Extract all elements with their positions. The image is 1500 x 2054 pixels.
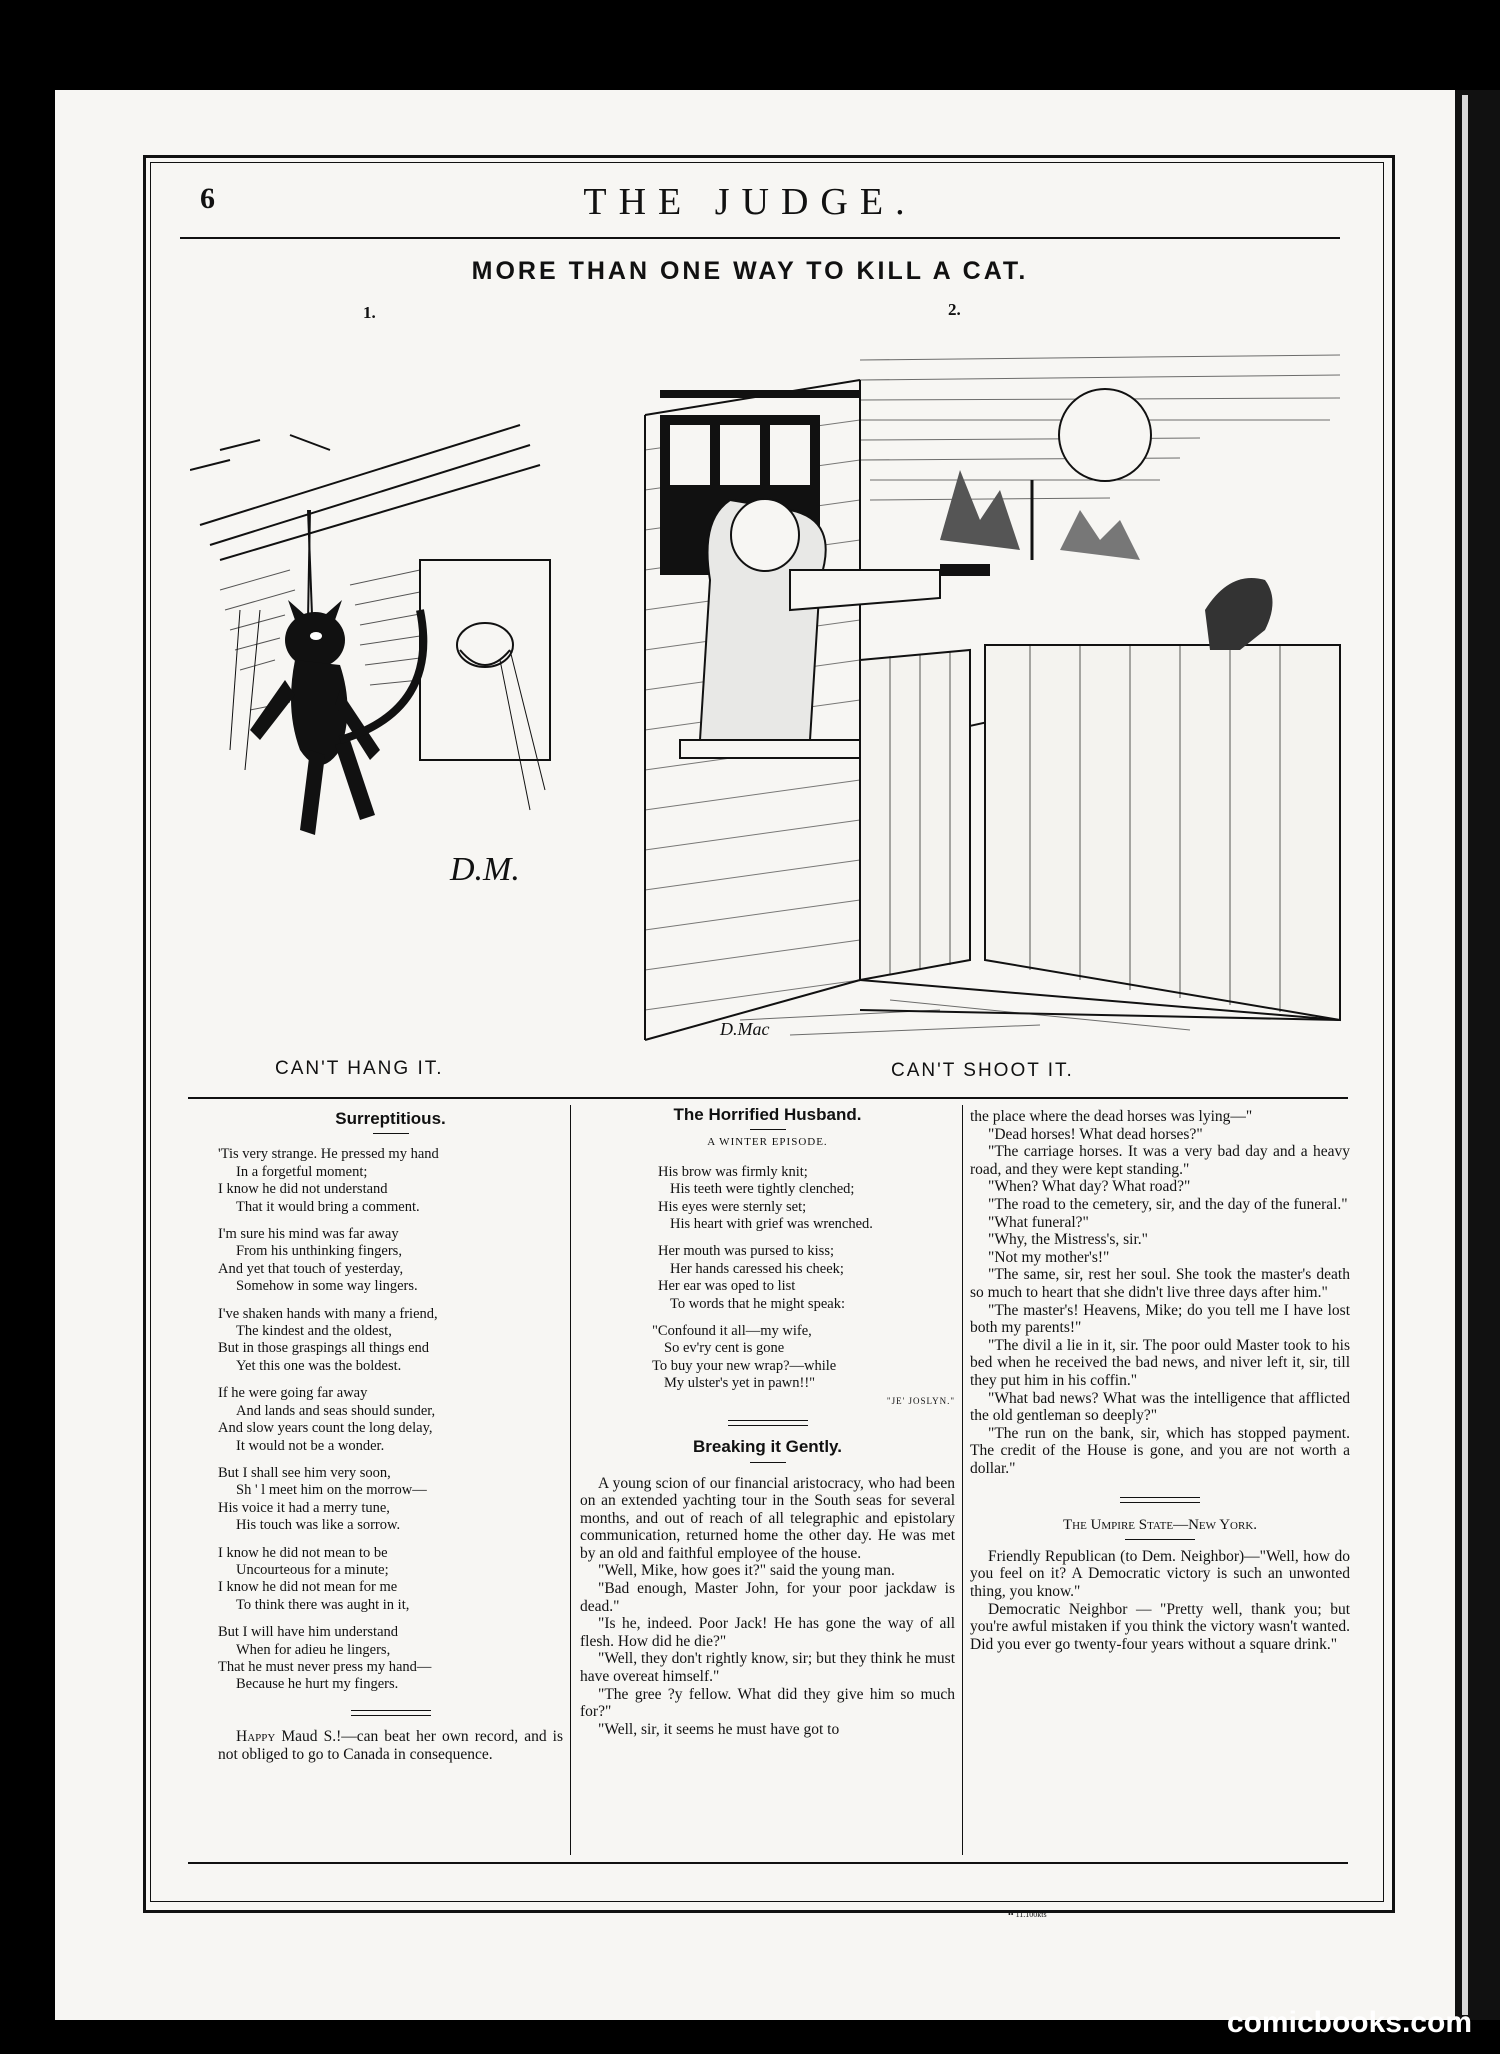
column-2: [580, 1106, 955, 1738]
poem-stanza: "Confound it all—my wife, So ev'ry cent is gone To buy your new wrap?—while My ulster's yet in pawn!!": [652, 1323, 837, 1392]
maud-s-paragraph: Happy Maud S.!—can beat her own record, and is not obliged to go to Canada in consequence.: [218, 1727, 563, 1763]
panel-2-signature: D.Mac: [720, 1019, 770, 1039]
poem-stanza: Her mouth was pursed to kiss; Her hands caressed his cheek; Her ear was oped to list To words that he might speak:: [658, 1243, 845, 1312]
poem-horrified-husband-title: The Horrified Husband.: [673, 1105, 862, 1124]
cartoon-title: MORE THAN ONE WAY TO KILL A CAT.: [471, 257, 1029, 285]
panel-1-number: 1.: [363, 303, 376, 322]
panel-2-illustration: [640, 320, 1350, 1050]
poem-stanza: His brow was firmly knit; His teeth were tightly clenched; His eyes were sternly set; His heart with grief was wrenched.: [658, 1163, 873, 1233]
panel-2-caption: CAN'T SHOOT IT.: [891, 1060, 1074, 1081]
panel-2-number: 2.: [948, 300, 961, 319]
section-separator: [1120, 1497, 1200, 1503]
poem-subtitle: A WINTER EPISODE.: [707, 1136, 828, 1149]
section-separator: [351, 1710, 431, 1716]
poem-stanza: If he were going far away And lands and seas should sunder, And slow years count the long delay, It would not be a wonder.: [218, 1385, 436, 1454]
watermark: comicbooks.com: [1226, 2006, 1472, 2039]
cartoon-bottom-rule: [188, 1097, 1348, 1099]
poem-stanza: I know he did not mean to be Uncourteous for a minute; I know he did not mean for me To think there was aught in it,: [218, 1544, 410, 1613]
masthead: THE JUDGE.: [583, 181, 917, 223]
story-text: A young scion of our financial aristocracy, who had been on an extended yachting tour in the South seas for several months, and out of reach of all telegraphic and epistolary communication, returned home the other day. He was met by an old and faithful employee of the house. "Well, Mike, how goes it?" said the young man. "Bad enough, Master John, for your poor jackdaw is dead." "Is he, indeed. Poor Jack! He has gone the way of all flesh. How did he die?" "Well, they don't rightly know, sir; but they think he must have overeat himself." "The gree ?y fellow. What did they give him so much for?" "Well, sir, it seems he must have got to: [580, 1474, 955, 1738]
page-bottom-rule: [188, 1862, 1348, 1864]
title-dash: [750, 1129, 786, 1130]
panel-1-signature: D.M.: [450, 851, 520, 888]
title-dash: [750, 1462, 786, 1463]
umpire-state-title: The Umpire State—New York.: [1062, 1517, 1258, 1534]
facing-page-margin: [1462, 95, 1468, 2015]
column-divider: [570, 1105, 571, 1855]
footer-mark: •• 11.100kts: [1008, 1910, 1047, 1919]
poem-stanza: I'm sure his mind was far away From his unthinking fingers, And yet that touch of yesterday, Somehow in some way lingers.: [218, 1226, 418, 1295]
story-continuation: the place where the dead horses was lying—" "Dead horses! What dead horses?" "The carriage horses. It was a very bad day and a heavy road, and they were kept standing." "When? What day? What road?" "The road to the cemetery, sir, and the day of the funeral." "What funeral?" "Why, the Mistress's, sir." "Not my mother's!" "The same, sir, rest her soul. She took the master's death so much to heart that she didn't live three days after him." "The master's! Heavens, Mike; do you tell me I have lost both my parents!" "The divil a lie in it, sir. The poor ould Master took to his bed when he received the bad news, and niver left it, sir, till they put him in his coffin." "What bad news? What was the intelligence that afflicted the old gentleman so deeply?" "The run on the bank, sir, which has stopped payment. The credit of the House is gone, and you are not worth a dollar.": [970, 1108, 1350, 1477]
poem-stanza: 'Tis very strange. He pressed my hand In a forgetful moment; I know he did not understand That it would bring a comment.: [218, 1146, 439, 1215]
section-separator: [728, 1420, 808, 1426]
poem-stanza: I've shaken hands with many a friend, The kindest and the oldest, But in those graspings all things end Yet this one was the boldest.: [218, 1305, 438, 1374]
page-number: 6: [200, 182, 215, 215]
column-1: [218, 1110, 563, 1764]
story-breaking-it-gently-title: Breaking it Gently.: [693, 1437, 842, 1457]
panel-1-illustration: [190, 410, 570, 930]
poem-stanza: But I shall see him very soon, Sh ' l meet him on the morrow— His voice it had a merry tune, His touch was like a sorrow.: [218, 1464, 427, 1534]
column-3: [970, 1108, 1350, 1653]
poem-signature: "JE' JOSLYN.": [886, 1395, 955, 1406]
panel-1-caption: CAN'T HANG IT.: [275, 1058, 444, 1079]
column-divider: [962, 1105, 963, 1855]
title-dash: [373, 1133, 409, 1134]
umpire-state-text: Friendly Republican (to Dem. Neighbor)—"Well, how do you feel on it? A Democratic victory is such an unwonted thing, you know." Democratic Neighbor — "Pretty well, thank you; but you're awful mistaken if you think the victory wasn't wanted. Did you ever go twenty-four years without a square drink.": [970, 1547, 1350, 1653]
poem-surreptitious-title: Surreptitious.: [335, 1109, 446, 1128]
masthead-rule: [180, 237, 1340, 239]
poem-stanza: But I will have him understand When for adieu he lingers, That he must never press my hand— Because he hurt my fingers.: [218, 1624, 432, 1693]
title-dash: [1125, 1539, 1195, 1540]
